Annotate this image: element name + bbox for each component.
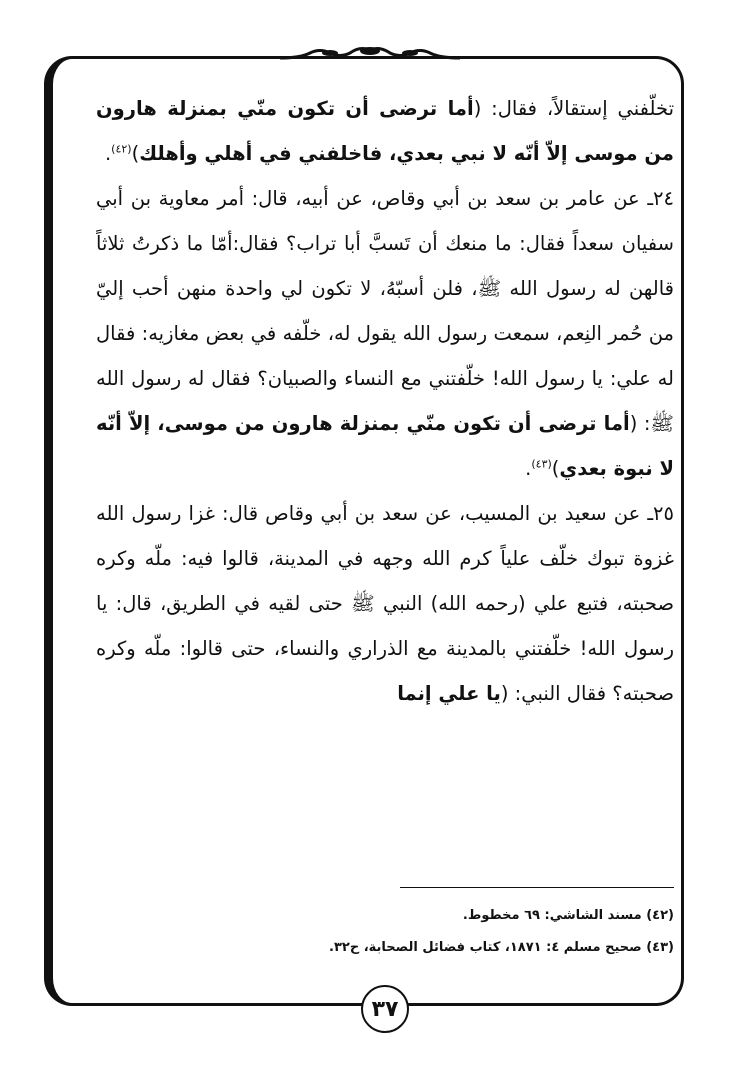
hadith-quote: أما ترضى أن تكون منّي بمنزلة هارون من موسى إلاّ أنّه لا نبي بعدي، فاخلفني في أهلي وأهلك	[96, 97, 674, 165]
footnotes	[180, 900, 674, 964]
paragraph-text: )	[131, 142, 140, 165]
paragraph-text: تخلّفني إستقالاً، فقال: (	[473, 97, 674, 120]
footnote-43: (٤٣) صحيح مسلم ٤: ١٨٧١، كتاب فضائل الصحابة، ح٣٢.	[329, 940, 674, 955]
paragraph-text: .	[525, 457, 532, 480]
paragraph-intro	[96, 86, 674, 176]
body-text	[96, 86, 674, 716]
paragraph-text: ٢٥ـ عن سعيد بن المسيب، عن سعد بن أبي وقاص قال: غزا رسول الله غزوة تبوك خلّف علياً كرم الله وجهه في المدينة، قالوا فيه: ملّه وكره صحبته، فتبع علي (رحمه الله) النبي ﷺ حتى لقيه في الطريق، قال: يا رسول الله! خلّفتني بالمدينة مع الذراري والنساء، حتى قالوا: ملّه وكره صحبته؟ فقال النبي: (	[96, 502, 674, 705]
top-ornament	[280, 44, 460, 62]
paragraph-text: .	[104, 142, 112, 165]
paragraph-text: )	[551, 457, 560, 480]
paragraph-text: ٢٤ـ عن عامر بن سعد بن أبي وقاص، عن أبيه، قال: أمر معاوية بن أبي سفيان سعداً فقال: ما منعك أن تَسبَّ أبا تراب؟ فقال:أمّا ما ذكرتُ ثلاثاً قالهن له رسول الله ﷺ، فلن أسبّهُ، لا تكون لي واحدة منهن أحب إليّ من حُمر النِعم، سمعت رسول الله يقول له، خلّفه في بعض مغازيه: فقال له علي: يا رسول الله! خلّفتني مع النساء والصبيان؟ فقال له رسول الله ﷺ: (	[96, 187, 674, 435]
paragraph-hadith-25	[96, 491, 674, 716]
footnote-separator	[400, 887, 674, 888]
hadith-quote: أما ترضى أن تكون منّي بمنزلة هارون من موسى، إلاّ أنّه لا نبوة بعدي	[96, 412, 674, 480]
footnote-42: (٤٢) مسند الشاشي: ٦٩ مخطوط.	[462, 908, 674, 923]
paragraph-hadith-24	[96, 176, 674, 491]
page-number: ٣٧	[361, 985, 409, 1033]
hadith-quote: يا علي إنما	[397, 682, 501, 705]
footnote-reference: (٤٣)	[531, 457, 552, 471]
footnote-reference: (٤٢)	[111, 142, 132, 156]
